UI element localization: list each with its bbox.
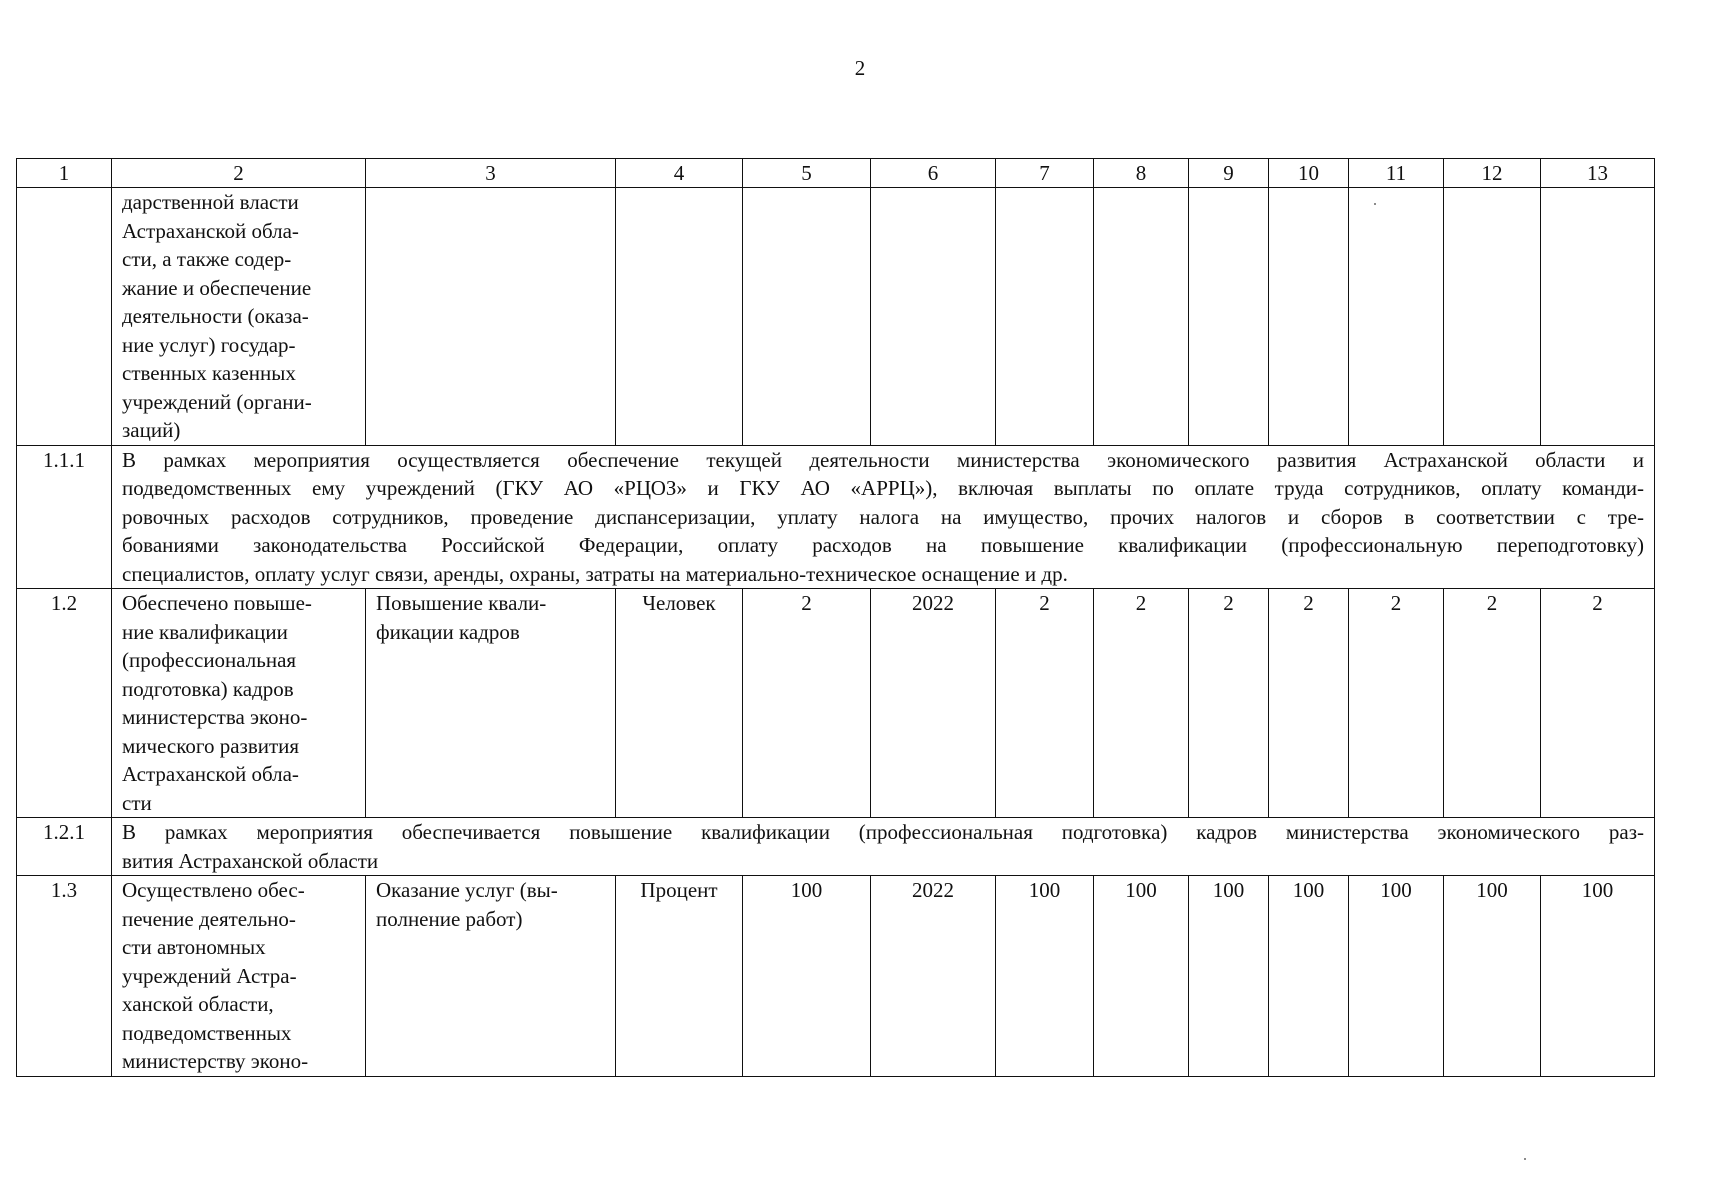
text-line: В рамках мероприятия обеспечивается повышение квалификации (профессиональная подготовка) кадров министерства экономического раз- — [122, 820, 1644, 844]
cell-value: 2 — [1444, 589, 1541, 818]
cell-unit: Человек — [616, 589, 743, 818]
scan-speck — [1524, 1158, 1526, 1160]
text-line: вития Астраханской области — [122, 848, 379, 873]
cell-number: 1.3 — [17, 876, 112, 1077]
cell-indicator — [366, 589, 616, 818]
cell-unit: Процент — [616, 876, 743, 1077]
text-line: Оказание услуг (вы- — [376, 878, 558, 902]
text-line: учреждений (органи- — [122, 389, 312, 414]
cell-empty — [996, 188, 1094, 446]
header-cell: 6 — [871, 159, 996, 188]
cell-indicator — [366, 876, 616, 1077]
text-line: бованиями законодательства Российской Федерации, оплату расходов на повышение квалификации (профессиональную переподготовку) — [122, 533, 1644, 557]
header-cell: 8 — [1094, 159, 1189, 188]
cell-description — [112, 818, 1655, 876]
table-row-1-1-1 — [17, 445, 1655, 589]
text-line: подведомственных ему учреждений (ГКУ АО «РЦОЗ» и ГКУ АО «АРРЦ»), включая выплаты по оплате труда сотрудников, оплату команди- — [122, 476, 1644, 500]
text-line: ственных казенных — [122, 361, 296, 385]
cell-base-value: 2 — [743, 589, 871, 818]
cell-value: 2 — [1349, 589, 1444, 818]
header-cell: 4 — [616, 159, 743, 188]
cell-result — [112, 188, 366, 446]
cell-description — [112, 445, 1655, 589]
page-number: 2 — [854, 56, 866, 80]
text-line: Повышение квали- — [376, 591, 547, 615]
text-line: фикации кадров — [376, 619, 520, 644]
text-line: В рамках мероприятия осуществляется обеспечение текущей деятельности министерства экономического развития Астраханской области и — [122, 447, 1644, 472]
text-line: деятельности (оказа- — [122, 304, 309, 328]
cell-value: 2 — [1094, 589, 1189, 818]
cell-value: 2 — [1541, 589, 1655, 818]
text-line: ние услуг) государ- — [122, 332, 296, 357]
scan-speck — [1374, 203, 1376, 205]
cell-value: 2 — [1269, 589, 1349, 818]
cell-result — [112, 876, 366, 1077]
text-line: Обеспечено повыше- — [122, 591, 312, 615]
cell-empty — [1444, 188, 1541, 446]
header-row — [17, 159, 1655, 188]
cell-empty — [616, 188, 743, 446]
cell-empty — [1269, 188, 1349, 446]
text-line: министерству эконо- — [122, 1049, 309, 1073]
cell-number: 1.2 — [17, 589, 112, 818]
text-line: полнение работ) — [376, 906, 523, 931]
cell-number — [17, 188, 112, 446]
table-row-1-3 — [17, 876, 1655, 1077]
text-line: сти, а также содер- — [122, 247, 292, 271]
table-row-1-2-1 — [17, 818, 1655, 876]
text-line: заций) — [122, 418, 181, 442]
text-line: сти автономных — [122, 935, 266, 959]
cell-empty — [1189, 188, 1269, 446]
header-cell: 3 — [366, 159, 616, 188]
header-cell: 5 — [743, 159, 871, 188]
text-line: учреждений Астра- — [122, 963, 297, 988]
text-line: мического развития — [122, 733, 300, 758]
cell-value: 100 — [1541, 876, 1655, 1077]
cell-empty — [871, 188, 996, 446]
text-line: дарственной власти — [122, 190, 299, 214]
cell-value: 100 — [1444, 876, 1541, 1077]
header-cell: 13 — [1541, 159, 1655, 188]
cell-empty — [366, 188, 616, 446]
text-line: печение деятельно- — [122, 906, 296, 931]
text-line: (профессиональная — [122, 648, 297, 672]
text-line: Астраханской обла- — [122, 762, 299, 786]
text-line: подготовка) кадров — [122, 676, 294, 701]
cell-result — [112, 589, 366, 818]
cell-number: 1.2.1 — [17, 818, 112, 876]
text-line: ние квалификации — [122, 619, 288, 644]
header-cell: 7 — [996, 159, 1094, 188]
cell-value: 2 — [996, 589, 1094, 818]
cell-base-year: 2022 — [871, 876, 996, 1077]
cell-empty — [743, 188, 871, 446]
cell-empty — [1349, 188, 1444, 446]
cell-value: 100 — [1269, 876, 1349, 1077]
text-line: сти — [122, 790, 152, 815]
cell-value: 2 — [1189, 589, 1269, 818]
text-line: Осуществлено обес- — [122, 878, 305, 902]
cell-base-year: 2022 — [871, 589, 996, 818]
table-row-continued — [17, 188, 1655, 446]
text-line: жание и обеспечение — [122, 275, 312, 300]
text-line: Астраханской обла- — [122, 218, 299, 243]
indicators-table — [16, 158, 1655, 1077]
header-cell: 11 — [1349, 159, 1444, 188]
text-line: министерства эконо- — [122, 705, 308, 729]
header-cell: 2 — [112, 159, 366, 188]
cell-value: 100 — [1349, 876, 1444, 1077]
header-cell: 9 — [1189, 159, 1269, 188]
cell-value: 100 — [1094, 876, 1189, 1077]
cell-number: 1.1.1 — [17, 445, 112, 589]
table-row-1-2 — [17, 589, 1655, 818]
header-cell: 1 — [17, 159, 112, 188]
header-cell: 10 — [1269, 159, 1349, 188]
cell-empty — [1541, 188, 1655, 446]
cell-base-value: 100 — [743, 876, 871, 1077]
cell-empty — [1094, 188, 1189, 446]
cell-value: 100 — [996, 876, 1094, 1077]
cell-value: 100 — [1189, 876, 1269, 1077]
text-line: подведомственных — [122, 1020, 292, 1045]
text-line: специалистов, оплату услуг связи, аренды, охраны, затраты на материально-техническое оснащение и др. — [122, 561, 1068, 586]
text-line: ровочных расходов сотрудников, проведение диспансеризации, уплату налога на имущество, прочих налогов и сборов в соответствии с тре- — [122, 504, 1644, 529]
header-cell: 12 — [1444, 159, 1541, 188]
text-line: ханской области, — [122, 992, 274, 1016]
